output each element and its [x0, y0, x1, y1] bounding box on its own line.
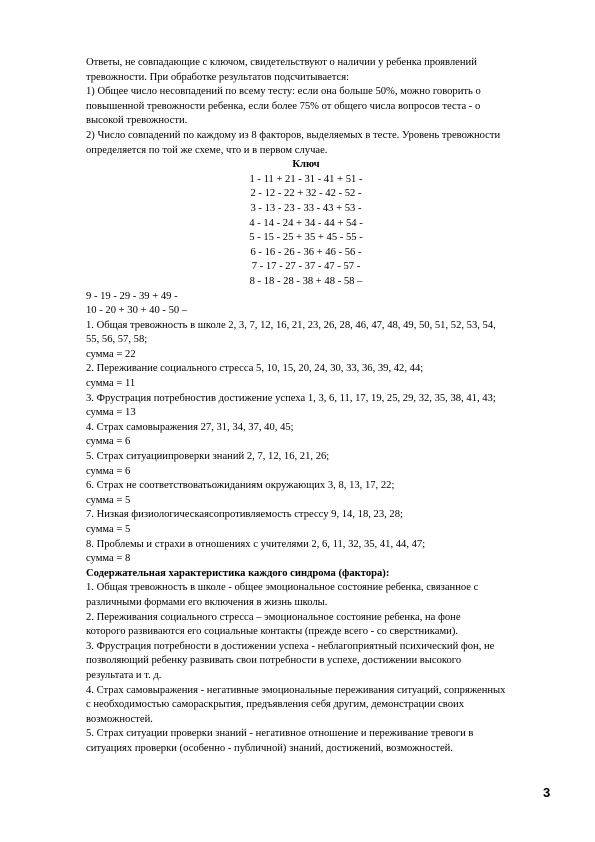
text-line: различными формами его включения в жизнь школы. [86, 596, 328, 608]
key-line: 6 - 16 - 26 - 36 + 46 - 56 - [250, 246, 362, 258]
factor-line: 1. Общая тревожность в школе 2, 3, 7, 12, 16, 21, 23, 26, 28, 46, 47, 48, 49, 50, 51, 52, 53, 54, [86, 319, 496, 331]
text-line: которого развиваются его социальные контакты (прежде всего - со сверстниками). [86, 626, 459, 638]
key-line: 5 - 15 - 25 + 35 + 45 - 55 - [249, 232, 363, 244]
factor-sum: сумма = 13 [86, 407, 136, 419]
text-line: 1. Общая тревожность в школе - общее эмоциональное состояние ребенка, связанное с [86, 582, 479, 594]
text-line: повышенной тревожности ребенка, если более 75% от общего числа вопросов теста - о [86, 100, 481, 112]
factor-line: 55, 56, 57, 58; [86, 334, 148, 346]
text-line: определяется по той же схеме, что и в первом случае. [86, 144, 328, 156]
text-line: возможностей. [86, 713, 153, 725]
factor-list [86, 319, 526, 567]
key-line: 7 - 17 - 27 - 37 - 47 - 57 - [251, 261, 361, 273]
key-line: 3 - 13 - 23 - 33 - 43 + 53 - [250, 202, 362, 214]
factor-sum: сумма = 5 [86, 524, 131, 535]
key-line: 4 - 14 - 24 + 34 - 44 + 54 - [249, 217, 363, 229]
factor-sum: сумма = 11 [86, 378, 136, 390]
factor-line: 2. Переживание социального стресса 5, 10, 15, 20, 24, 30, 33, 36, 39, 42, 44; [86, 363, 424, 375]
key-line: 9 - 19 - 29 - 39 + 49 - [86, 290, 178, 302]
text-line: высокой тревожности. [86, 115, 188, 127]
key-line: 8 - 18 - 28 - 38 + 48 - 58 – [249, 275, 363, 287]
factor-line: 6. Страх не соответствоватьожиданиям окружающих 3, 8, 13, 17, 22; [86, 480, 395, 492]
factor-line: 3. Фрустрация потребностив достижение успеха 1, 3, 6, 11, 17, 19, 25, 29, 32, 35, 38, 41, 43; [86, 392, 496, 404]
text-line: позволяющий ребенку развивать свои потребности в успехе, достижении высокого [86, 655, 462, 667]
factor-line: 7. Низкая физиологическаясопротивляемость стрессу 9, 14, 18, 23, 28; [86, 509, 403, 521]
text-line: 1) Общее число несовпадений по всему тесту: если она больше 50%, можно говорить о [86, 86, 481, 98]
factor-line: 5. Страх ситуациипроверки знаний 2, 7, 12, 16, 21, 26; [86, 451, 330, 463]
intro-paragraph [86, 56, 526, 158]
characteristics-list [86, 581, 526, 756]
key-table [86, 173, 526, 290]
factor-sum: сумма = 6 [86, 465, 131, 477]
text-line: тревожности. При обработке результатов подсчитывается: [86, 71, 350, 83]
key-extra [86, 290, 526, 319]
key-line: 10 - 20 + 30 + 40 - 50 – [86, 305, 188, 317]
factor-sum: сумма = 6 [86, 436, 131, 448]
key-title: Ключ [292, 159, 320, 171]
text-line: 3. Фрустрация потребности в достижении успеха - неблагоприятный психический фон, не [86, 640, 495, 652]
text-line: ситуациях проверки (особенно - публичной) знаний, достижений, возможностей. [86, 742, 453, 754]
text-line: результата и т. д. [86, 669, 162, 681]
text-line: 4. Страх самовыражения - негативные эмоциональные переживания ситуаций, сопряженных [86, 684, 506, 696]
page-number: 3 [543, 785, 551, 800]
text-line: 2) Число совпадений по каждому из 8 факторов, выделяемых в тесте. Уровень тревожности [86, 129, 501, 141]
factor-line: 4. Страх самовыражения 27, 31, 34, 37, 40, 45; [86, 421, 294, 433]
key-line: 2 - 12 - 22 + 32 - 42 - 52 - [250, 188, 362, 200]
text-line: 2. Переживания социального стресса – эмоциональное состояние ребенка, на фоне [86, 611, 461, 623]
factor-line: 8. Проблемы и страхи в отношениях с учителями 2, 6, 11, 32, 35, 41, 44, 47; [86, 538, 426, 550]
factor-sum: сумма = 22 [86, 348, 136, 360]
section-title: Содержательная характеристика каждого синдрома (фактора): [86, 567, 390, 579]
text-line: Ответы, не совпадающие с ключом, свидетельствуют о наличии у ребенка проявлений [86, 57, 477, 68]
factor-sum: сумма = 5 [86, 494, 131, 506]
document-page [86, 56, 526, 757]
key-line: 1 - 11 + 21 - 31 - 41 + 51 - [249, 173, 363, 185]
text-line: с необходимостью самораскрытия, предъявления себя другим, демонстрации своих [86, 699, 464, 711]
factor-sum: сумма = 8 [86, 553, 131, 565]
text-line: 5. Страх ситуации проверки знаний - негативное отношение и переживание тревоги в [86, 728, 474, 740]
